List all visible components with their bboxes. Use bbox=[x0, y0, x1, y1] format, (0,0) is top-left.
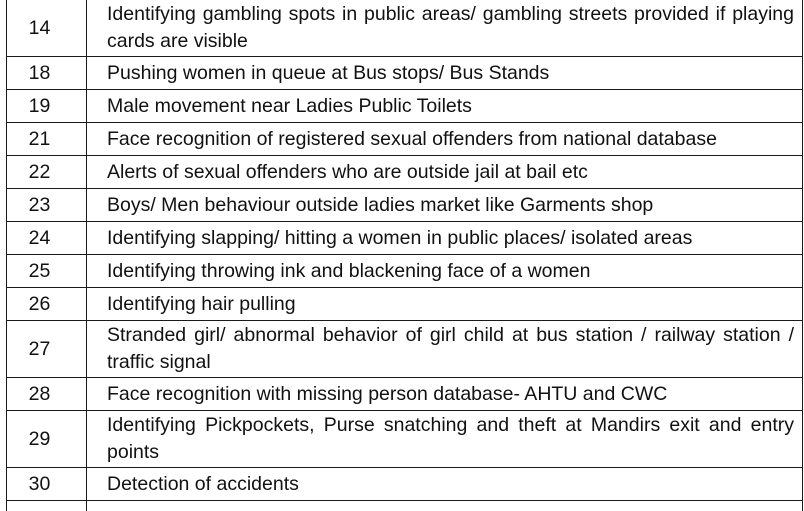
row-description: Detection of accidents bbox=[87, 468, 803, 501]
row-number: 28 bbox=[7, 378, 87, 411]
row-description: Identifying hair pulling bbox=[87, 288, 803, 321]
table-row bbox=[7, 411, 803, 468]
table-row bbox=[7, 378, 803, 411]
row-description: Face recognition with missing person database- AHTU and CWC bbox=[87, 378, 803, 411]
row-number: 22 bbox=[7, 156, 87, 189]
row-description: Identifying slapping/ hitting a women in public places/ isolated areas bbox=[87, 222, 803, 255]
row-description: Identifying Pickpockets, Purse snatching and theft at Mandirs exit and entry points bbox=[87, 411, 803, 468]
table-row bbox=[7, 123, 803, 156]
row-number: 30 bbox=[7, 468, 87, 501]
table-row bbox=[7, 288, 803, 321]
row-number: 23 bbox=[7, 189, 87, 222]
table-row bbox=[7, 57, 803, 90]
row-description: Alerts of sexual offenders who are outside jail at bail etc bbox=[87, 156, 803, 189]
row-number-cut bbox=[7, 501, 87, 511]
table-row bbox=[7, 156, 803, 189]
document-page bbox=[6, 0, 802, 511]
table-row bbox=[7, 468, 803, 501]
row-description-cut bbox=[87, 501, 803, 511]
table-row bbox=[7, 321, 803, 378]
table-row bbox=[7, 222, 803, 255]
row-number: 26 bbox=[7, 288, 87, 321]
row-number: 21 bbox=[7, 123, 87, 156]
table-row-continuation bbox=[7, 501, 803, 511]
row-number: 25 bbox=[7, 255, 87, 288]
row-number: 14 bbox=[7, 0, 87, 57]
row-description: Identifying gambling spots in public areas/ gambling streets provided if playing cards are visible bbox=[87, 0, 803, 57]
row-number: 19 bbox=[7, 90, 87, 123]
row-description: Stranded girl/ abnormal behavior of girl child at bus station / railway station / traffic signal bbox=[87, 321, 803, 378]
row-description: Identifying throwing ink and blackening face of a women bbox=[87, 255, 803, 288]
row-number: 29 bbox=[7, 411, 87, 468]
table-row bbox=[7, 189, 803, 222]
row-number: 27 bbox=[7, 321, 87, 378]
row-number: 24 bbox=[7, 222, 87, 255]
row-number: 18 bbox=[7, 57, 87, 90]
row-description: Male movement near Ladies Public Toilets bbox=[87, 90, 803, 123]
row-description: Boys/ Men behaviour outside ladies market like Garments shop bbox=[87, 189, 803, 222]
use-case-table bbox=[6, 0, 803, 511]
row-description: Face recognition of registered sexual offenders from national database bbox=[87, 123, 803, 156]
table-row bbox=[7, 90, 803, 123]
table-row bbox=[7, 0, 803, 57]
row-description: Pushing women in queue at Bus stops/ Bus Stands bbox=[87, 57, 803, 90]
table-row bbox=[7, 255, 803, 288]
